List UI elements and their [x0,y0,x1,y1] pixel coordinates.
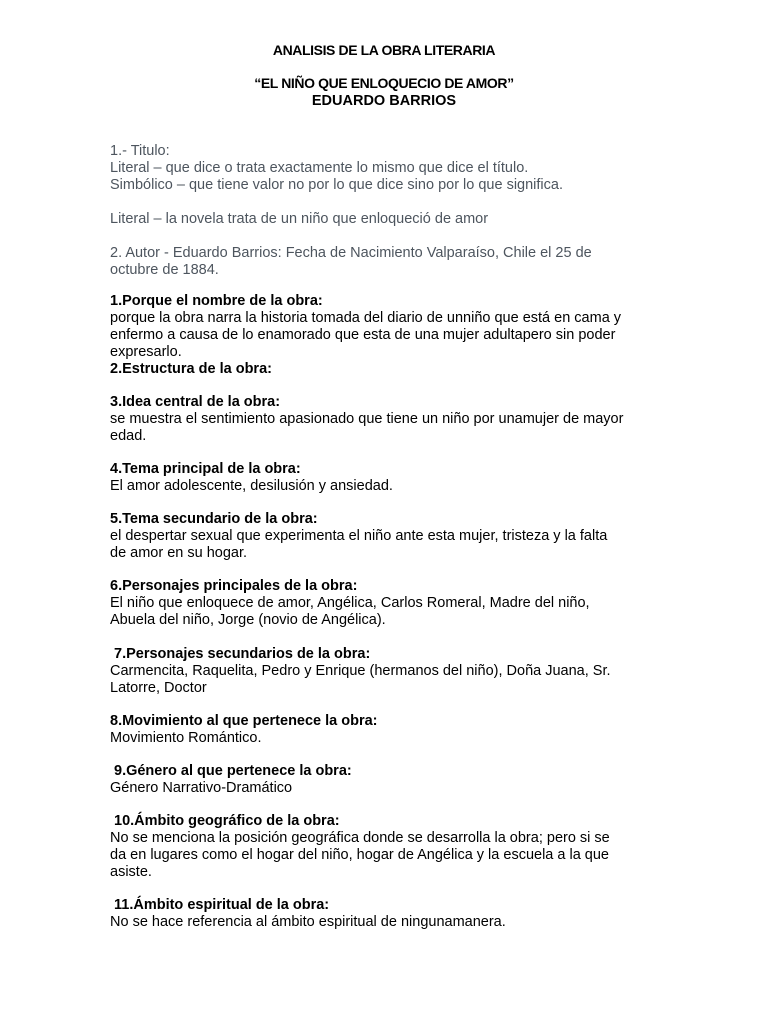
autor-line: octubre de 1884. [110,262,219,278]
section-personajes-secundarios [110,646,670,697]
section-text: No se menciona la posición geográfica donde se desarrolla la obra; pero si se [110,830,610,846]
section-heading: 2.Estructura de la obra: [110,361,272,377]
section-text: de amor en su hogar. [110,545,248,561]
section-genero [110,763,670,797]
section-text: edad. [110,428,147,444]
section-idea-central [110,394,670,445]
section-heading: 9.Género al que pertenece la obra: [114,763,352,779]
section-text: enfermo a causa de lo enamorado que esta de una mujer adultapero sin poder [110,327,616,343]
literal-definition: Literal – que dice o trata exactamente lo mismo que dice el título. [110,160,529,176]
titulo-section [110,143,670,194]
titulo-heading: 1.- Titulo: [110,143,170,159]
section-text: Abuela del niño, Jorge (novio de Angélica). [110,612,386,628]
section-tema-secundario [110,511,670,562]
section-text: Carmencita, Raquelita, Pedro y Enrique (hermanos del niño), Doña Juana, Sr. [110,663,611,679]
section-text: El amor adolescente, desilusión y ansiedad. [110,478,393,494]
section-tema-principal [110,461,670,495]
work-author: EDUARDO BARRIOS [311,93,457,109]
section-personajes-principales [110,578,670,629]
section-text: el despertar sexual que experimenta el niño ante esta mujer, tristeza y la falta [110,528,608,544]
section-ambito-geografico [110,813,670,881]
section-text: asiste. [110,864,152,880]
section-text: El niño que enloquece de amor, Angélica, Carlos Romeral, Madre del niño, [110,595,590,611]
autor-line: 2. Autor - Eduardo Barrios: Fecha de Nacimiento Valparaíso, Chile el 25 de [110,245,592,261]
section-text: Movimiento Romántico. [110,730,262,746]
section-text: No se hace referencia al ámbito espiritual de ningunamanera. [110,914,506,930]
section-text: se muestra el sentimiento apasionado que tiene un niño por unamujer de mayor [110,411,624,427]
autor-section [110,245,670,279]
work-title: “EL NIÑO QUE ENLOQUECIO DE AMOR” [254,75,514,91]
section-ambito-espiritual [110,897,670,931]
section-text: da en lugares como el hogar del niño, hogar de Angélica y la escuela a la que [110,847,609,863]
section-text: Género Narrativo-Dramático [110,780,293,796]
section-heading: 11.Ámbito espiritual de la obra: [114,897,330,913]
section-heading: 5.Tema secundario de la obra: [110,511,318,527]
section-text: Latorre, Doctor [110,680,207,696]
section-heading: 1.Porque el nombre de la obra: [110,293,323,309]
section-heading: 8.Movimiento al que pertenece la obra: [110,713,378,729]
document-title: ANALISIS DE LA OBRA LITERARIA [272,42,496,58]
section-heading: 3.Idea central de la obra: [110,394,281,410]
literal-example [110,211,670,228]
literal-example-text: Literal – la novela trata de un niño que enloqueció de amor [110,211,489,227]
simbolico-definition: Simbólico – que tiene valor no por lo que dice sino por lo que significa. [110,177,563,193]
section-heading: 6.Personajes principales de la obra: [110,578,358,594]
section-heading: 10.Ámbito geográfico de la obra: [114,813,340,829]
section-text: porque la obra narra la historia tomada del diario de unniño que está en cama y [110,310,622,326]
section-heading: 4.Tema principal de la obra: [110,461,301,477]
section-porque-nombre [110,293,670,378]
section-text: expresarlo. [110,344,182,360]
section-movimiento [110,713,670,747]
section-heading: 7.Personajes secundarios de la obra: [114,646,371,662]
